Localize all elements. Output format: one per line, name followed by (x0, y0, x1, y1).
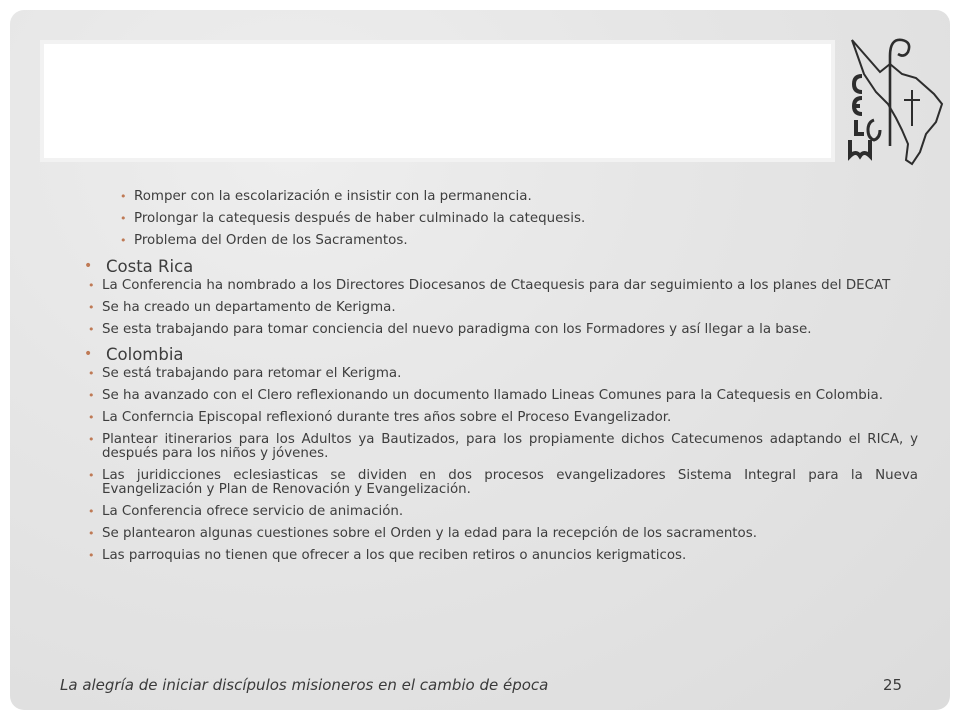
bullet-item (42, 505, 918, 519)
bullet-marker: • (88, 278, 95, 292)
bullet-item (42, 279, 918, 293)
bullet-text: La Conferncia Episcopal reflexionó durante tres años sobre el Proceso Evangelizador. (102, 409, 672, 425)
bullet-text: Las juridicciones eclesiasticas se dividen en dos procesos evangelizadores Sistema Integral para la Nueva Evangelización y Plan de Renovación y Evangelización. (102, 467, 918, 498)
bullet-marker: • (88, 388, 95, 402)
bullet-text: Se plantearon algunas cuestiones sobre el Orden y la edad para la recepción de los sacramentos. (102, 526, 757, 542)
bullet-text: Romper con la escolarización e insistir con la permanencia. (134, 189, 532, 204)
section-heading: Costa Rica (106, 256, 194, 276)
slide-background (10, 10, 950, 710)
bullet-item (42, 389, 918, 403)
section-body (74, 367, 918, 564)
bullet-text: Se esta trabajando para tomar conciencia del nuevo paradigma con los Formadores y así llegar a la base. (102, 321, 812, 337)
bullet-marker: • (84, 257, 93, 274)
intro-list (74, 190, 918, 249)
bullet-text: Se ha avanzado con el Clero reflexionando un documento llamado Lineas Comunes para la Catequesis en Colombia. (102, 387, 883, 403)
bullet-item (42, 433, 918, 461)
bullet-text: Problema del Orden de los Sacramentos. (134, 233, 408, 249)
bullet-item (42, 549, 918, 563)
celam-logo (846, 34, 946, 169)
section-heading-item (74, 257, 918, 276)
bullet-marker: • (88, 322, 95, 336)
bullet-item (74, 212, 918, 226)
title-placeholder (40, 40, 835, 162)
bullet-marker: • (84, 345, 93, 362)
bullet-item (42, 527, 918, 541)
section-body (74, 279, 918, 337)
slide-content (74, 190, 918, 571)
bullet-item (42, 323, 918, 337)
bullet-item (42, 367, 918, 381)
bullet-item (74, 234, 918, 248)
bullet-text: La Conferencia ha nombrado a los Directores Diocesanos de Ctaequesis para dar seguimiento a los planes del DECAT (102, 277, 891, 293)
bullet-item (74, 190, 918, 204)
sections-list (74, 257, 918, 564)
section-items (42, 279, 918, 337)
bullet-text: La Conferencia ofrece servicio de animación. (102, 504, 404, 520)
page-number: 25 (883, 676, 903, 694)
section-heading: Colombia (106, 344, 184, 364)
section-heading-item (74, 345, 918, 364)
footer-text: La alegría de iniciar discípulos misioneros en el cambio de época (60, 676, 549, 694)
bullet-marker: • (88, 527, 95, 541)
bullet-marker: • (120, 212, 127, 226)
bullet-text: Prolongar la catequesis después de haber culminado la catequesis. (134, 211, 586, 227)
bullet-marker: • (88, 505, 95, 519)
bullet-marker: • (88, 410, 95, 424)
bullet-marker: • (120, 234, 127, 248)
bullet-marker: • (88, 549, 95, 563)
bullet-marker: • (88, 432, 95, 446)
bullet-marker: • (88, 300, 95, 314)
bullet-text: Se está trabajando para retomar el Kerigma. (102, 365, 402, 381)
bullet-text: Las parroquias no tienen que ofrecer a los que reciben retiros o anuncios kerigmaticos. (102, 548, 687, 564)
section-items (42, 367, 918, 564)
bullet-item (42, 411, 918, 425)
bullet-item (42, 469, 918, 497)
bullet-marker: • (120, 190, 127, 203)
bullet-marker: • (88, 468, 95, 482)
bullet-text: Se ha creado un departamento de Kerigma. (102, 299, 396, 315)
bullet-text: Plantear itinerarios para los Adultos ya Bautizados, para los propiamente dichos Catecumenos adaptando el RICA, y después para los niños y jóvenes. (102, 431, 918, 461)
bullet-item (42, 301, 918, 315)
bullet-marker: • (88, 366, 95, 380)
